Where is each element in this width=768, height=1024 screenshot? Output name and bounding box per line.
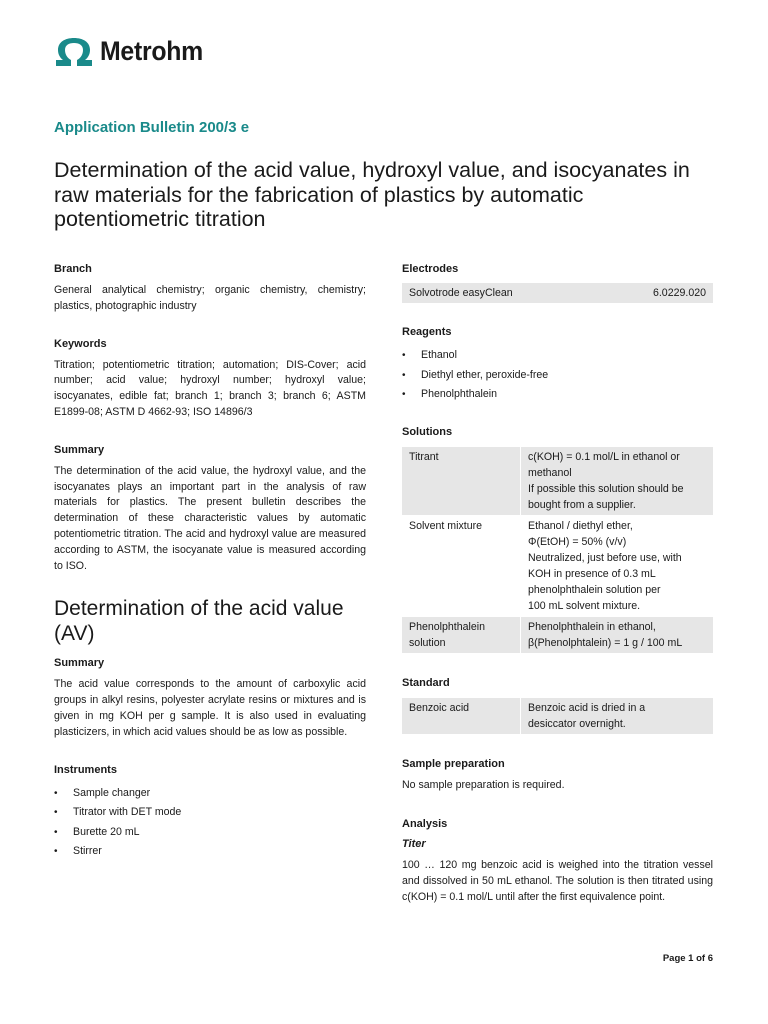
- standard-heading: Standard: [402, 676, 450, 689]
- electrode-name: Solvotrode easyClean: [409, 287, 513, 299]
- analysis-section: [402, 817, 713, 905]
- solution-description: [521, 617, 713, 653]
- right-column: [402, 262, 713, 922]
- av-section-title: Determination of the acid value (AV): [54, 597, 344, 646]
- keywords-section: [54, 337, 366, 421]
- branch-section: [54, 262, 366, 315]
- text-line: desiccator overnight.: [528, 717, 626, 730]
- standard-section: [402, 676, 713, 735]
- av-summary-heading: Summary: [54, 657, 105, 670]
- analysis-text: 100 … 120 mg benzoic acid is weighed into the titration vessel and dissolved in 50 mL ethanol. The solution is then titrated using c(KOH) = 0.1 mol/L until after the first equivalence point.: [402, 859, 713, 903]
- table-row: [402, 447, 713, 515]
- bulletin-number: Application Bulletin 200/3 e: [54, 119, 250, 136]
- text-line: Φ(EtOH) = 50% (v/v): [528, 535, 627, 548]
- av-summary-section: [54, 656, 366, 740]
- text-line: β(Phenolphtalein) = 1 g / 100 mL: [528, 636, 683, 649]
- sample-prep-heading: Sample preparation: [402, 757, 505, 770]
- analysis-heading: Analysis: [402, 818, 448, 831]
- list-item: • Burette 20 mL: [54, 823, 366, 843]
- branch-text: General analytical chemistry; organic chemistry, chemistry; plastics, photographic industry: [54, 284, 366, 312]
- text-line: Benzoic acid is dried in a: [528, 701, 646, 714]
- reagents-list: [402, 346, 713, 405]
- left-column: [54, 262, 366, 878]
- page-number: Page 1 of 6: [662, 953, 713, 964]
- electrode-number: 6.0229.020: [652, 287, 706, 299]
- electrodes-section: [402, 262, 713, 303]
- list-item: • Diethyl ether, peroxide-free: [402, 366, 713, 386]
- sample-prep-text: No sample preparation is required.: [402, 778, 565, 791]
- sample-prep-section: [402, 757, 713, 794]
- solutions-heading: Solutions: [402, 425, 453, 438]
- keywords-heading: Keywords: [54, 337, 107, 350]
- metrohm-logo: [54, 36, 212, 67]
- solutions-section: [402, 425, 713, 654]
- text-line: methanol: [528, 466, 572, 479]
- solution-description: [521, 447, 713, 515]
- solution-name: Titrant: [402, 447, 520, 515]
- summary-heading: Summary: [54, 443, 105, 456]
- reagents-section: [402, 325, 713, 405]
- text-line: phenolphthalein solution per: [528, 583, 661, 596]
- standard-name: Benzoic acid: [402, 698, 520, 734]
- list-item: • Phenolphthalein: [402, 385, 713, 405]
- text-line: KOH in presence of 0.3 mL: [528, 567, 656, 580]
- page-title: Determination of the acid value, hydroxyl value, and isocyanates in raw materials for the fabrication of plastics by automatic potentiometric titration: [54, 158, 690, 231]
- list-item: • Titrator with DET mode: [54, 803, 366, 823]
- table-row: [402, 516, 713, 616]
- text-line: Ethanol / diethyl ether,: [528, 519, 633, 532]
- av-summary-text: The acid value corresponds to the amount of carboxylic acid groups in alkyl resins, polyester acrylate resins or mixtures and is given in mg KOH per g sample. It is also used in evaluating plasticizers, in which acid values should be as low as possible.: [54, 678, 366, 738]
- branch-heading: Branch: [54, 263, 92, 275]
- solutions-table: [402, 446, 713, 654]
- table-row: [402, 698, 713, 734]
- text-line: c(KOH) = 0.1 mol/L in ethanol or: [528, 450, 680, 463]
- titer-subheading: Titer: [402, 838, 426, 851]
- solution-name: Phenolphthalein solution: [402, 617, 520, 653]
- instruments-list: [54, 784, 366, 862]
- text-line: Neutralized, just before use, with: [528, 551, 682, 564]
- instruments-section: [54, 763, 366, 862]
- list-item: • Ethanol: [402, 346, 713, 366]
- text-line: 100 mL solvent mixture.: [528, 599, 641, 612]
- standard-table: [402, 697, 713, 735]
- text-line: If possible this solution should be: [528, 482, 684, 495]
- instruments-heading: Instruments: [54, 763, 117, 776]
- text-line: Phenolphthalein in ethanol,: [528, 620, 656, 633]
- solution-description: [521, 516, 713, 616]
- text-line: bought from a supplier.: [528, 498, 636, 511]
- standard-description: [521, 698, 713, 734]
- summary-section: [54, 443, 366, 575]
- list-item: • Stirrer: [54, 842, 366, 862]
- solution-name: Solvent mixture: [402, 516, 520, 616]
- table-row: [402, 617, 713, 653]
- electrodes-heading: Electrodes: [402, 263, 459, 275]
- list-item: • Sample changer: [54, 784, 366, 804]
- keywords-text: Titration; potentiometric titration; automation; DIS-Cover; acid number; acid value; hydroxyl number; hydroxyl value; isocyanates, edible fat; branch 1; branch 3; branch 6; ASTM E1899-08; ASTM D 4662-93; ISO 14896/3: [54, 358, 366, 418]
- electrode-row: [402, 283, 713, 303]
- brand-name: Metrohm: [100, 36, 203, 66]
- metrohm-omega-icon: [54, 37, 94, 67]
- reagents-heading: Reagents: [402, 326, 452, 338]
- summary-text: The determination of the acid value, the hydroxyl value, and the isocyanates plays an important part in the analysis of raw materials for plastics. The present bulletin describes the determination of these characteristic values by automatic potentiometric titration. The acid and hydroxyl value are measured according to ASTM, the isocyanate value is measured according to ISO.: [54, 464, 366, 572]
